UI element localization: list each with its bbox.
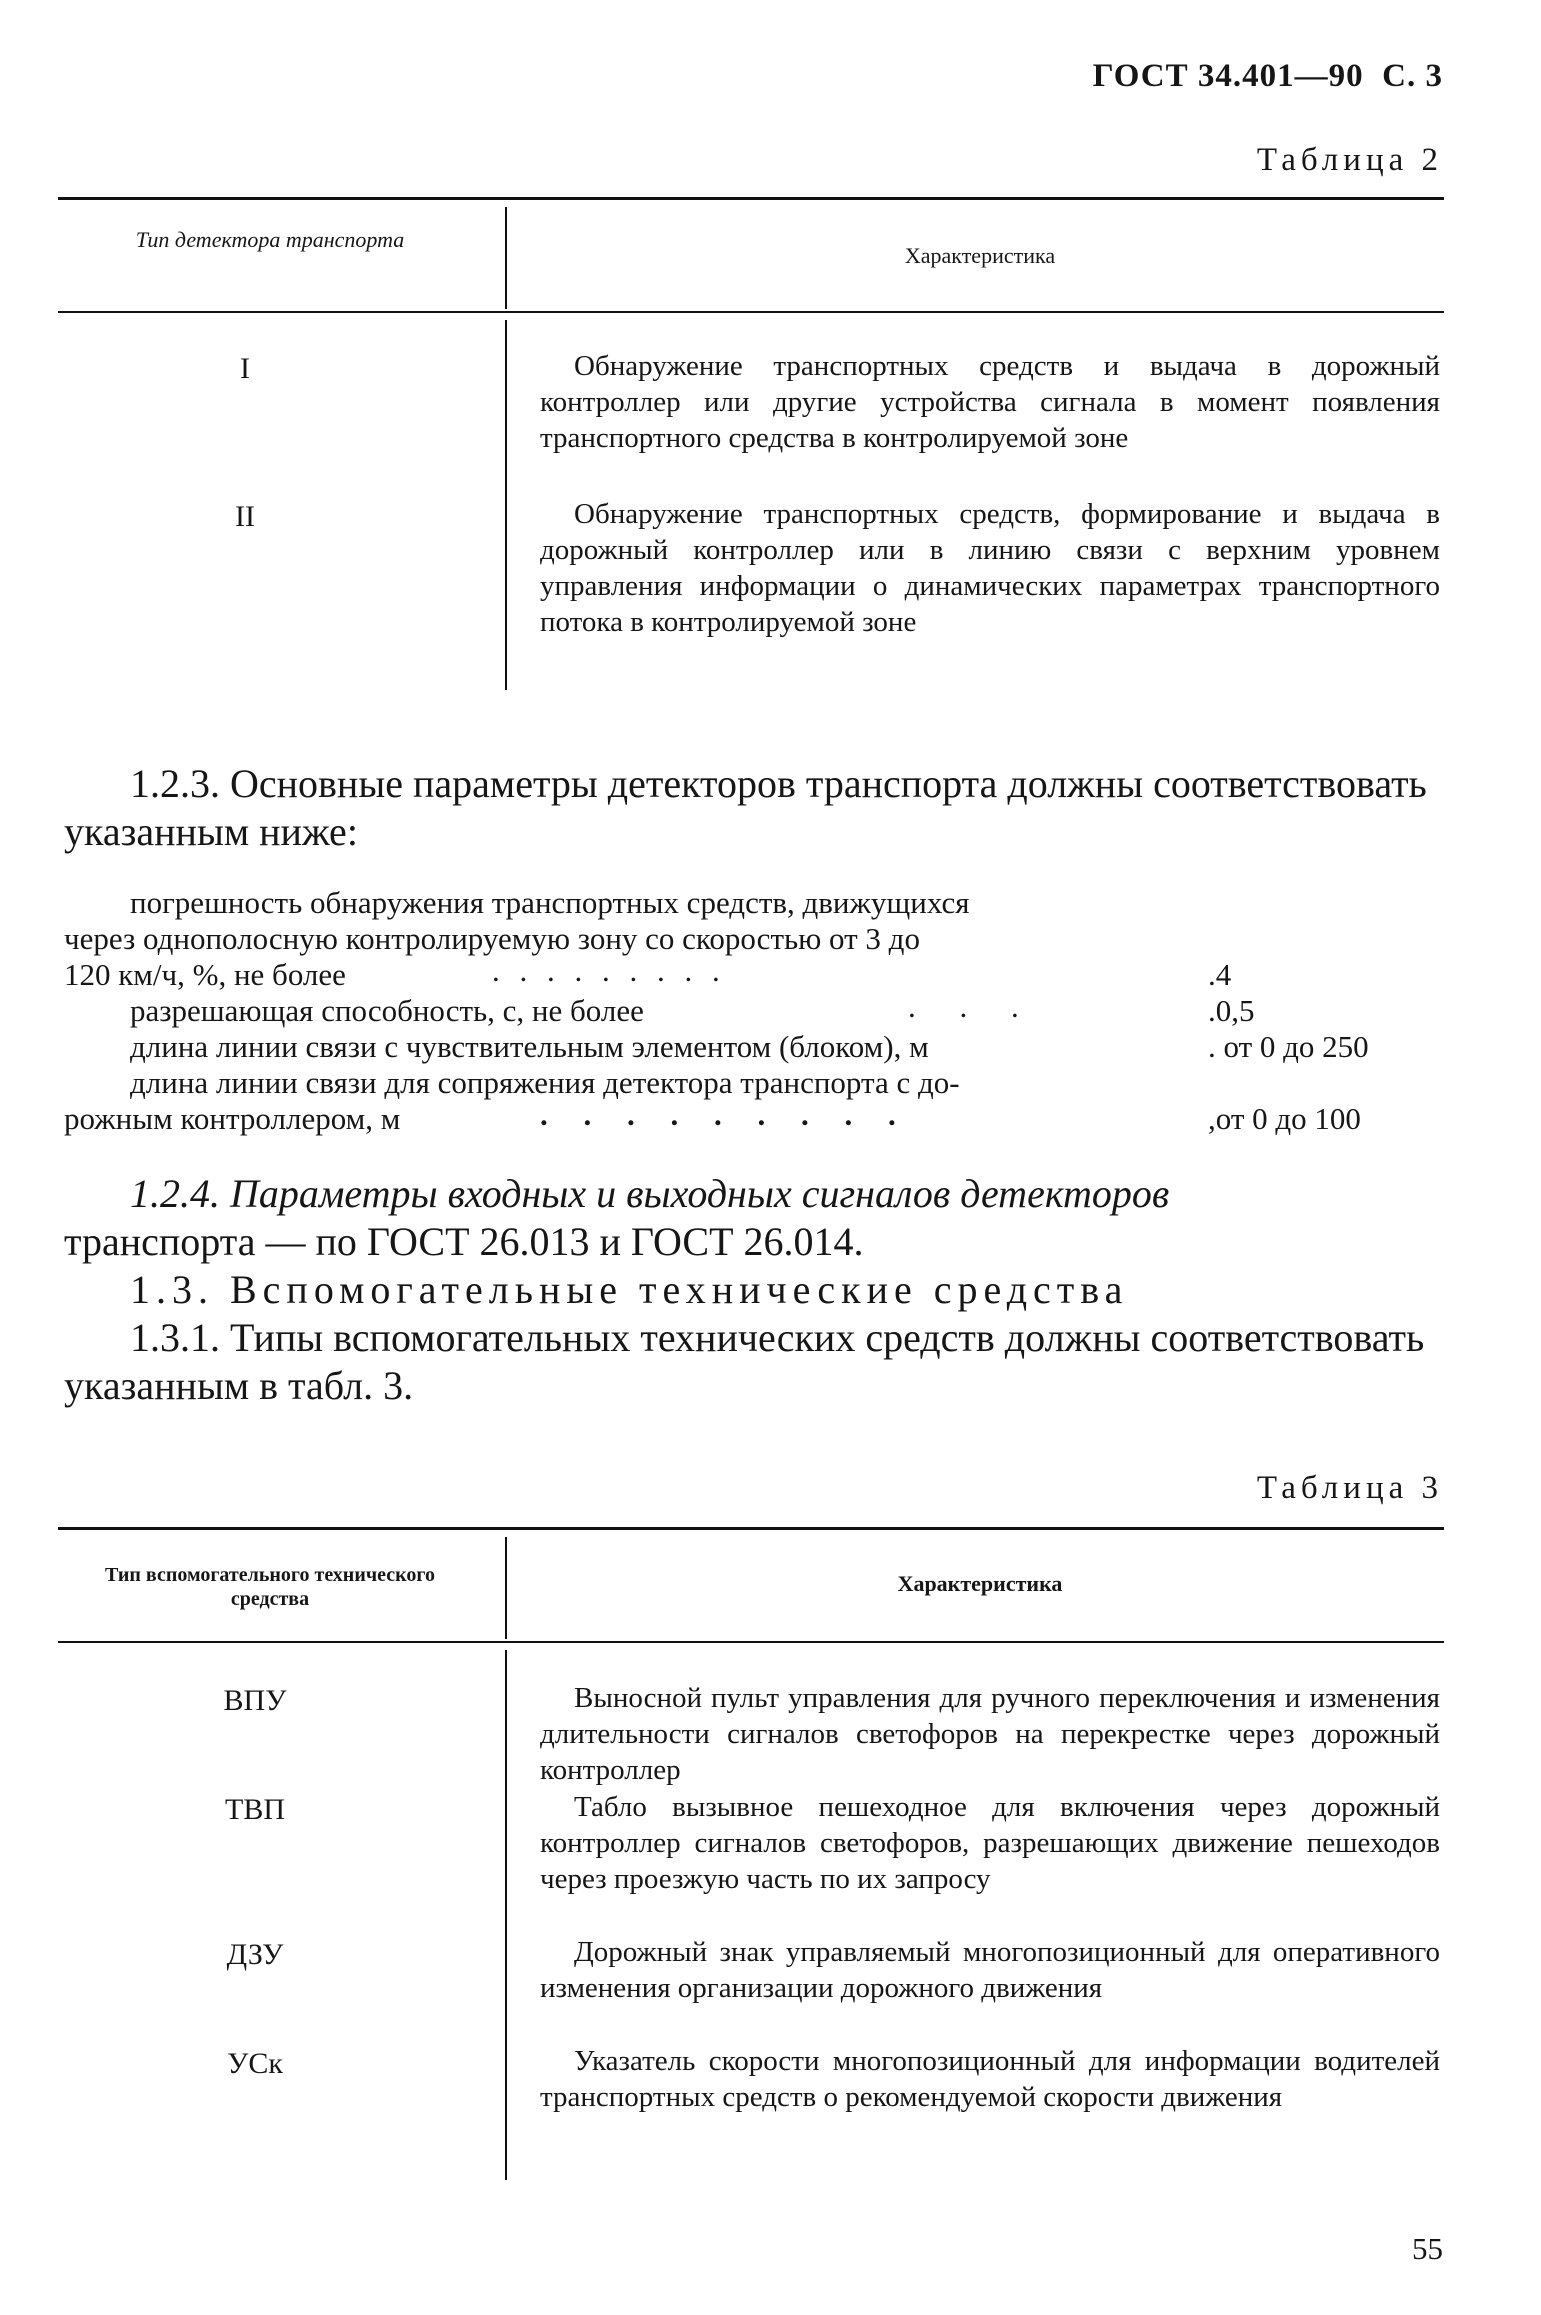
table3-body-divider	[505, 1650, 507, 2180]
table3-row2-text: Табло вызывное пешеходное для включения через дорожный контроллер сигналов светофоров, разрешающих движение пешеходов через проезжую часть по их запросу	[540, 1791, 1440, 1895]
table2-row2-type: II	[235, 500, 255, 533]
table2-header-divider	[505, 207, 507, 309]
table2-row2-text: Обнаружение транспортных средств, формирование и выдача в дорожный контроллер или в линию связи с верхним уровнем управления информации о динамических параметрах транспортного потока в контролируемой зоне	[540, 498, 1440, 638]
spec3-value: . от 0 до 250	[1208, 1029, 1369, 1064]
table3-row4-type: УСк	[227, 2047, 283, 2080]
table3-col1-header: Тип вспомогательного технического средства	[105, 1564, 435, 1610]
spec4-line1: длина линии связи для сопряжения детектора транспорта с до-	[130, 1065, 960, 1100]
section-1-2-3: 1.2.3. Основные параметры детекторов транспорта должны соответствовать указанным ниже:	[64, 761, 1427, 854]
spec4-value-text: от 0 до 100	[1215, 1101, 1361, 1136]
section-1-2-4	[64, 1170, 1442, 1266]
spec4-dots: . . . . . . . . .	[540, 1097, 910, 1132]
table2-col2-header: Характеристика	[904, 243, 1056, 268]
table3-caption: Таблица 3	[1256, 1470, 1443, 1506]
spec1-line2: через однополосную контролируемую зону со скоростью от 3 до	[64, 921, 920, 956]
table3-row4-text: Указатель скорости многопозиционный для информации водителей транспортных средств о рекомендуемой скорости движения	[540, 2045, 1440, 2113]
spec1-dots: . . . . . . . . .	[492, 953, 726, 988]
spec2-dots: . . .	[908, 989, 1037, 1024]
table2-col1-header: Тип детектора транспорта	[135, 227, 405, 252]
table3-col2-header: Характеристика	[897, 1571, 1063, 1596]
table2-body-divider	[505, 320, 507, 690]
table3-row3-text: Дорожный знак управляемый многопозиционный для оперативного изменения организации дорожного движения	[540, 1936, 1440, 2004]
table3-row1-text: Выносной пульт управления для ручного переключения и изменения длительности сигналов светофоров на перекрестке через дорожный контроллер	[540, 1682, 1440, 1786]
spec4-line2: рожным контроллером, м	[64, 1101, 401, 1136]
page-header	[1093, 58, 1443, 95]
section-1-2-4-rest: транспорта — по ГОСТ 26.013 и ГОСТ 26.014.	[64, 1219, 864, 1264]
page-ref: С. 3	[1382, 58, 1443, 94]
table3-row3-type: ДЗУ	[226, 1938, 284, 1971]
spec2-value: .0,5	[1208, 993, 1255, 1028]
table2-top-rule	[58, 197, 1444, 200]
section-1-3-1: 1.3.1. Типы вспомогательных технических средств должны соответствовать указанным в табл. 3.	[64, 1315, 1425, 1408]
section-1-2-4-italic: 1.2.4. Параметры входных и выходных сигналов детекторов	[130, 1171, 1170, 1216]
table2-header-rule	[58, 311, 1444, 313]
doc-code: ГОСТ 34.401—90	[1092, 58, 1364, 94]
table3-header-rule	[58, 1641, 1444, 1643]
spec3-label: длина линии связи с чувствительным элементом (блоком), м	[130, 1029, 929, 1064]
spec4-value: ,от 0 до 100	[1208, 1101, 1361, 1136]
table2-row1-type: I	[240, 352, 250, 385]
page-number: 55	[1412, 2231, 1443, 2266]
table2-caption: Таблица 2	[1256, 142, 1443, 178]
spec1-line1: погрешность обнаружения транспортных средств, движущихся	[130, 885, 970, 920]
spec3-value-text: от 0 до 250	[1223, 1029, 1369, 1064]
spec2-value-text: 0,5	[1215, 993, 1255, 1028]
table3-header-divider	[505, 1537, 507, 1639]
table3-row1-type: ВПУ	[223, 1684, 287, 1717]
table3-top-rule	[58, 1527, 1444, 1530]
spec1-value: .4	[1208, 957, 1232, 992]
table3-row2-type: ТВП	[225, 1793, 285, 1826]
table2-row1-text: Обнаружение транспортных средств и выдача в дорожный контроллер или другие устройства сигнала в момент появления транспортного средства в контролируемой зоне	[540, 350, 1440, 454]
spec1-value-text: 4	[1215, 957, 1232, 992]
spec1-line3: 120 км/ч, %, не более	[64, 957, 346, 992]
spec2-label: разрешающая способность, с, не более	[130, 993, 644, 1028]
section-1-3-heading: 1.3. Вспомогательные технические средства	[130, 1267, 1129, 1312]
